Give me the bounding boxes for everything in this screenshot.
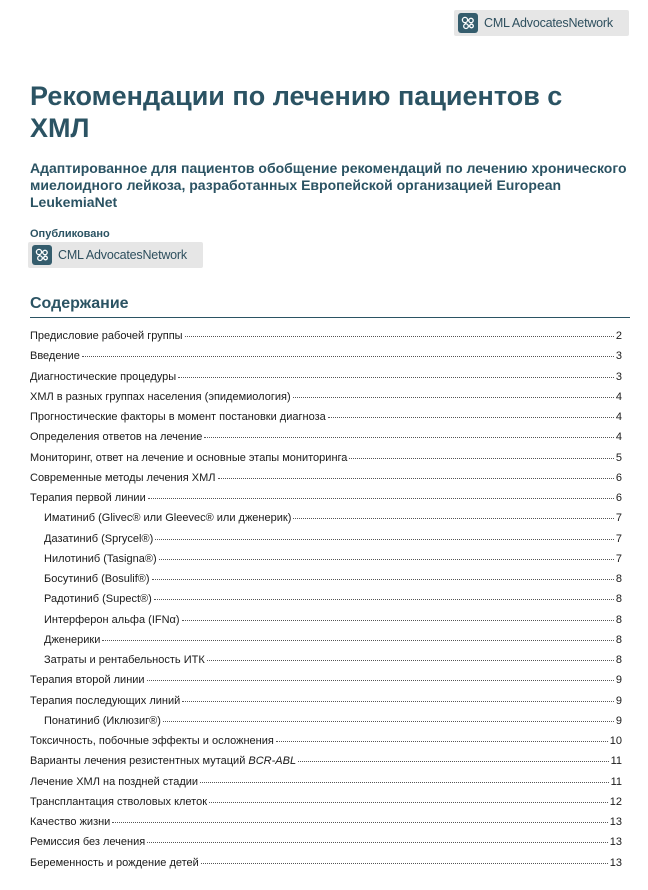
toc-entry[interactable]: [30, 330, 622, 350]
toc-page-number: 8: [615, 654, 622, 666]
toc-leader: [293, 518, 614, 519]
toc-leader: [218, 478, 614, 479]
toc-leader: [178, 377, 614, 378]
toc-subentry[interactable]: [30, 573, 622, 593]
toc-entry[interactable]: [30, 371, 622, 391]
toc-page-number: 7: [615, 532, 622, 545]
toc-entry-title: Ремиссия без лечения: [30, 836, 146, 849]
network-nodes-icon: [32, 245, 52, 265]
toc-leader: [152, 579, 614, 580]
logo-name-regular: CML Advocates: [484, 16, 569, 30]
publisher-logo[interactable]: [28, 242, 203, 268]
toc-subentry[interactable]: [30, 512, 622, 532]
toc-leader: [147, 680, 614, 681]
logo-name-regular: CML Advocates: [58, 248, 143, 262]
toc-leader: [200, 782, 609, 783]
toc-page-number: 2: [615, 330, 622, 342]
toc-leader: [102, 640, 614, 641]
toc-entry-title: Трансплантация стволовых клеток: [30, 795, 208, 808]
toc-leader: [182, 701, 614, 702]
toc-page-number: 10: [609, 735, 622, 747]
toc-leader: [159, 559, 614, 560]
toc-page-number: 8: [615, 613, 622, 626]
toc-leader: [207, 660, 614, 661]
toc-subentry[interactable]: [30, 654, 622, 674]
toc-page-number: 8: [615, 593, 622, 606]
toc-entry[interactable]: [30, 796, 622, 816]
toc-leader: [82, 356, 614, 357]
toc-entry-title: ХМЛ в разных группах населения (эпидемиология): [30, 390, 291, 403]
toc-page-number: 8: [615, 633, 622, 646]
toc-page-number: 13: [609, 816, 622, 828]
toc-page-number: 4: [615, 411, 622, 423]
toc-leader: [147, 842, 608, 843]
toc-entry-title: Понатиниб (Иклюзиг®): [44, 714, 161, 727]
toc-page-number: 9: [615, 714, 622, 727]
header-logo[interactable]: [454, 10, 629, 36]
toc-leader: [328, 417, 614, 418]
toc-leader: [155, 539, 614, 540]
toc-entry-title: Радотиниб (Supect®): [44, 593, 152, 606]
toc-subentry[interactable]: [30, 634, 622, 654]
toc-page-number: 4: [615, 390, 622, 403]
toc-page-number: 3: [615, 370, 622, 383]
toc-leader: [293, 397, 614, 398]
toc-leader: [276, 741, 608, 742]
toc-page-number: 11: [610, 755, 622, 768]
toc-page-number: 13: [609, 856, 622, 869]
table-of-contents: [30, 330, 622, 877]
toc-entry-title: Качество жизни: [30, 816, 111, 828]
logo-name-strong: Network: [568, 16, 613, 30]
toc-entry-title: Затраты и рентабельность ИТК: [44, 654, 205, 666]
toc-subentry[interactable]: [30, 614, 622, 634]
toc-leader: [298, 761, 609, 762]
toc-entry-title: Босутиниб (Bosulif®): [44, 573, 150, 585]
toc-entry[interactable]: [30, 431, 622, 451]
toc-entry-title: Лечение ХМЛ на поздней стадии: [30, 775, 199, 788]
toc-entry[interactable]: [30, 836, 622, 856]
toc-page-number: 5: [615, 451, 622, 464]
toc-entry-title: Дазатиниб (Sprycel®): [44, 532, 154, 545]
toc-page-number: 8: [615, 573, 622, 585]
toc-entry-title: Интерферон альфа (IFNα): [44, 613, 180, 626]
toc-entry-title: Современные методы лечения ХМЛ: [30, 471, 216, 484]
toc-entry[interactable]: [30, 755, 622, 775]
toc-page-number: 6: [615, 492, 622, 504]
toc-entry-text: Варианты лечения резистентных мутаций: [30, 755, 249, 768]
toc-entry-title: Определения ответов на лечение: [30, 431, 203, 444]
toc-divider: [30, 317, 630, 318]
published-label: Опубликовано: [30, 228, 110, 240]
toc-entry[interactable]: [30, 492, 622, 512]
toc-page-number: 12: [609, 795, 622, 808]
toc-entry-title: Прогностические факторы в момент постановки диагноза: [30, 411, 326, 423]
toc-subentry[interactable]: [30, 533, 622, 553]
toc-entry[interactable]: [30, 695, 622, 715]
toc-page-number: 9: [615, 694, 622, 707]
toc-leader: [209, 802, 608, 803]
document-subtitle: Адаптированное для пациентов обобщение рекомендаций по лечению хронического миелоидного лейкоза, разработанных Европейской организацией European LeukemiaNet: [30, 160, 627, 210]
toc-entry[interactable]: [30, 816, 622, 836]
toc-leader: [112, 822, 607, 823]
toc-page-number: 4: [615, 431, 622, 444]
toc-entry-title: Введение: [30, 350, 80, 363]
toc-subentry[interactable]: [30, 715, 622, 735]
toc-leader: [182, 620, 614, 621]
toc-entry[interactable]: [30, 452, 622, 472]
toc-page-number: 6: [615, 471, 622, 484]
logo-name-strong: Network: [142, 248, 187, 262]
toc-entry[interactable]: [30, 735, 622, 755]
toc-entry-title: Нилотиниб (Tasigna®): [44, 552, 157, 565]
toc-entry-title: Терапия второй линии: [30, 674, 145, 687]
toc-entry[interactable]: [30, 472, 622, 492]
toc-entry-title: Диагностические процедуры: [30, 370, 177, 383]
toc-entry-title: Иматиниб (Glivec® или Gleevec® или дженерик): [44, 512, 292, 525]
toc-page-number: 3: [615, 350, 622, 363]
toc-leader: [204, 437, 614, 438]
toc-entry[interactable]: [30, 411, 622, 431]
toc-entry[interactable]: [30, 350, 622, 370]
toc-leader: [148, 498, 614, 499]
toc-entry[interactable]: [30, 776, 622, 796]
toc-entry[interactable]: [30, 857, 622, 877]
logo-text: [58, 248, 187, 262]
toc-leader: [154, 599, 614, 600]
toc-entry-italic: BCR-ABL: [248, 755, 297, 768]
toc-entry-title: Предисловие рабочей группы: [30, 330, 183, 342]
toc-entry-title: Токсичность, побочные эффекты и осложнения: [30, 735, 274, 747]
toc-subentry[interactable]: [30, 593, 622, 613]
toc-entry-title: [30, 755, 296, 767]
toc-page-number: 7: [615, 512, 622, 525]
toc-entry-title: Беременность и рождение детей: [30, 856, 199, 869]
logo-text: [484, 16, 613, 30]
toc-subentry[interactable]: [30, 553, 622, 573]
network-nodes-icon: [458, 13, 478, 33]
toc-leader: [201, 863, 608, 864]
toc-leader: [349, 458, 613, 459]
document-title: Рекомендации по лечению пациентов с ХМЛ: [30, 81, 563, 143]
toc-heading: Содержание: [30, 295, 129, 312]
toc-entry-title: Мониторинг, ответ на лечение и основные этапы мониторинга: [30, 451, 348, 464]
toc-entry[interactable]: [30, 674, 622, 694]
toc-leader: [185, 336, 614, 337]
toc-leader: [163, 721, 614, 722]
toc-page-number: 9: [615, 674, 622, 687]
toc-page-number: 11: [610, 775, 622, 788]
toc-entry-title: Терапия первой линии: [30, 492, 146, 504]
toc-page-number: 7: [615, 552, 622, 565]
toc-entry-title: Терапия последующих линий: [30, 694, 181, 707]
toc-page-number: 13: [609, 836, 622, 849]
toc-entry[interactable]: [30, 391, 622, 411]
toc-entry-title: Дженерики: [44, 633, 101, 646]
